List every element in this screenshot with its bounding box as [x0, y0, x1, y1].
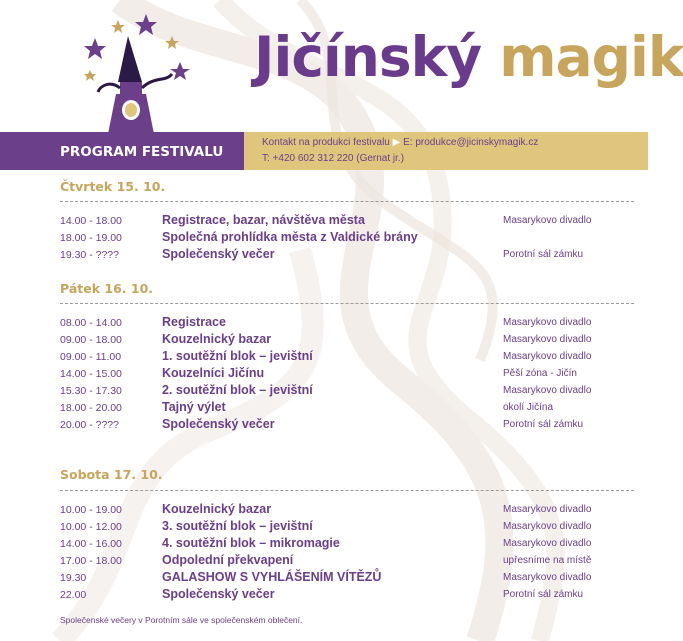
schedule-row [0, 247, 648, 264]
event-name: Společenský večer [162, 417, 275, 431]
event-place: Masarykovo divadlo [503, 385, 592, 396]
contact-line-1 [262, 137, 538, 148]
event-time: 10.00 - 12.00 [60, 521, 122, 533]
event-name: Registrace [162, 315, 226, 329]
event-place: Masarykovo divadlo [503, 334, 592, 345]
contact-label: Kontakt na produkci festivalu [262, 137, 390, 148]
event-time: 22.00 [60, 589, 87, 601]
schedule-row [0, 332, 648, 349]
program-band [0, 132, 244, 170]
dashed-divider [60, 201, 634, 202]
event-place: Masarykovo divadlo [503, 317, 592, 328]
schedule-row [0, 553, 648, 570]
schedule-row [0, 417, 648, 434]
event-name: GALASHOW S VYHLÁŠENÍM VÍTĚZŮ [162, 570, 382, 584]
schedule-row [0, 519, 648, 536]
event-place: Porotní sál zámku [503, 419, 584, 430]
event-name: Kouzelnický bazar [162, 502, 272, 516]
event-place: Masarykovo divadlo [503, 538, 592, 549]
event-name: Společná prohlídka města z Valdické brány [162, 230, 418, 244]
event-time: 10.00 - 19.00 [60, 504, 122, 516]
event-place: Masarykovo divadlo [503, 504, 592, 515]
event-time: 09.00 - 18.00 [60, 334, 122, 346]
event-name: Společenský večer [162, 587, 275, 601]
event-time: 17.00 - 18.00 [60, 555, 122, 567]
day-heading: Sobota 17. 10. [60, 467, 163, 482]
day-heading: Pátek 16. 10. [60, 281, 154, 296]
event-name: Registrace, bazar, návštěva města [162, 213, 365, 227]
event-place: okolí Jičína [503, 402, 554, 413]
title-part1: Jičínský [254, 25, 482, 89]
schedule-row [0, 383, 648, 400]
event-place: Porotní sál zámku [503, 589, 584, 600]
event-place: Porotní sál zámku [503, 249, 584, 260]
schedule-row [0, 230, 648, 247]
event-time: 18.00 - 19.00 [60, 232, 122, 244]
dashed-divider [60, 303, 634, 304]
contact-band [244, 132, 648, 170]
title-part2: magik [499, 25, 683, 89]
event-time: 08.00 - 14.00 [60, 317, 122, 329]
event-place: upřesníme na místě [503, 555, 592, 566]
event-time: 18.00 - 20.00 [60, 402, 122, 414]
event-name: Kouzelnický bazar [162, 332, 272, 346]
schedule-row [0, 366, 648, 383]
event-place: Masarykovo divadlo [503, 215, 592, 226]
event-time: 14.00 - 18.00 [60, 215, 122, 227]
event-time: 09.00 - 11.00 [60, 351, 122, 363]
event-time: 15.30 - 17.30 [60, 385, 122, 397]
contact-phone[interactable]: T: +420 602 312 220 (Gernat jr.) [262, 153, 405, 164]
event-place: Masarykovo divadlo [503, 521, 592, 532]
event-time: 20.00 - ???? [60, 419, 119, 431]
event-name: Společenský večer [162, 247, 275, 261]
event-time: 19.30 - ???? [60, 249, 119, 261]
program-label: PROGRAM FESTIVALU [60, 144, 224, 160]
event-place: Masarykovo divadlo [503, 351, 592, 362]
event-name: 4. soutěžní blok – mikromagie [162, 536, 340, 550]
schedule-row [0, 349, 648, 366]
event-time: 14.00 - 15.00 [60, 368, 122, 380]
event-name: Tajný výlet [162, 400, 226, 414]
schedule-row [0, 570, 648, 587]
dashed-divider [60, 490, 634, 491]
schedule-row [0, 400, 648, 417]
schedule-row [0, 536, 648, 553]
event-name: 2. soutěžní blok – jevištní [162, 383, 313, 397]
contact-email[interactable]: E: produkce@jicinskymagik.cz [403, 137, 539, 148]
event-name: 3. soutěžní blok – jevištní [162, 519, 313, 533]
schedule-row [0, 502, 648, 519]
footer-note: Společenské večery v Porotním sále ve společenském oblečení. [60, 615, 303, 625]
day-heading: Čtvrtek 15. 10. [60, 179, 166, 194]
event-name: 1. soutěžní blok – jevištní [162, 349, 313, 363]
arrow-icon: ▶ [392, 137, 401, 148]
event-time: 14.00 - 16.00 [60, 538, 122, 550]
wizard-tower-logo [80, 10, 200, 134]
event-name: Kouzelníci Jičínu [162, 366, 265, 380]
schedule-row [0, 587, 648, 604]
event-name: Odpolední překvapení [162, 553, 294, 567]
event-time: 19.30 [60, 572, 87, 584]
festival-title [254, 25, 683, 89]
schedule-row [0, 213, 648, 230]
schedule-row [0, 315, 648, 332]
event-place: Masarykovo divadlo [503, 572, 592, 583]
event-place: Pěší zóna - Jičín [503, 368, 577, 379]
